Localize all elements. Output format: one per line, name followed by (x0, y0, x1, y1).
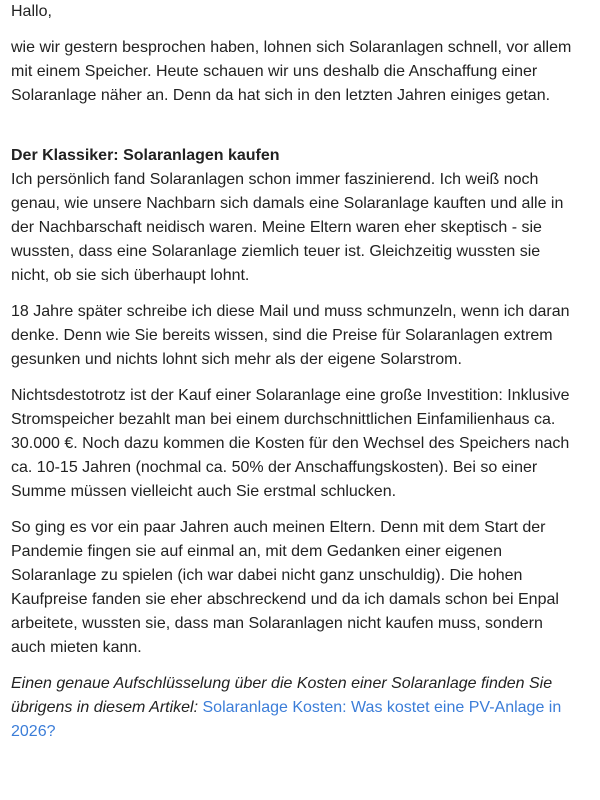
paragraph-1: Ich persönlich fand Solaranlagen schon immer faszinierend. Ich weiß noch genau, wie unsere Nachbarn sich damals eine Solaranlage kauften und alle in der Nachbarschaft neidisch waren. Meine Eltern waren eher skeptisch - sie wussten, dass eine Solaranlage ziemlich teuer ist. Gleichzeitig wussten sie nicht, ob sie sich überhaupt lohnt. (11, 171, 564, 284)
article-note (11, 672, 578, 744)
paragraph-3: Nichtsdestotrotz ist der Kauf einer Solaranlage eine große Investition: Inklusive Stromspeicher bezahlt man bei einem durchschnittlichen Einfamilienhaus ca. 30.000 €. Noch dazu kommen die Kosten für den Wechsel des Speichers nach ca. 10-15 Jahren (nochmal ca. 50% der Anschaffungskosten). Bei so einer Summe müssen vielleicht auch Sie erstmal schlucken. (11, 387, 570, 500)
greeting: Hallo, (11, 3, 52, 20)
article-note-text: Einen genaue Aufschlüsselung über die Kosten einer Solaranlage finden Sie übrigens in diesem Artikel: (11, 675, 553, 716)
section-heading: Der Klassiker: Solaranlagen kaufen (11, 147, 280, 164)
paragraph-2: 18 Jahre später schreibe ich diese Mail und muss schmunzeln, wenn ich daran denke. Denn wie Sie bereits wissen, sind die Preise für Solaranlagen extrem gesunken und nichts lohnt sich mehr als der eigene Solarstrom. (11, 303, 570, 368)
article-link[interactable]: Solaranlage Kosten: Was kostet eine PV-Anlage in 2026? (11, 699, 562, 740)
paragraph-4: So ging es vor ein paar Jahren auch meinen Eltern. Denn mit dem Start der Pandemie fingen sie auf einmal an, mit dem Gedanken einer eigenen Solaranlage zu spielen (ich war dabei nicht ganz unschuldig). Die hohen Kaufpreise fanden sie eher abschreckend und da ich damals schon bei Enpal arbeitete, wussten sie, dass man Solaranlagen nicht kaufen muss, sondern auch mieten kann. (11, 519, 559, 656)
intro-paragraph: wie wir gestern besprochen haben, lohnen sich Solaranlagen schnell, vor allem mit einem Speicher. Heute schauen wir uns deshalb die Anschaffung einer Solaranlage näher an. Denn da hat sich in den letzten Jahren einiges getan. (11, 39, 572, 104)
